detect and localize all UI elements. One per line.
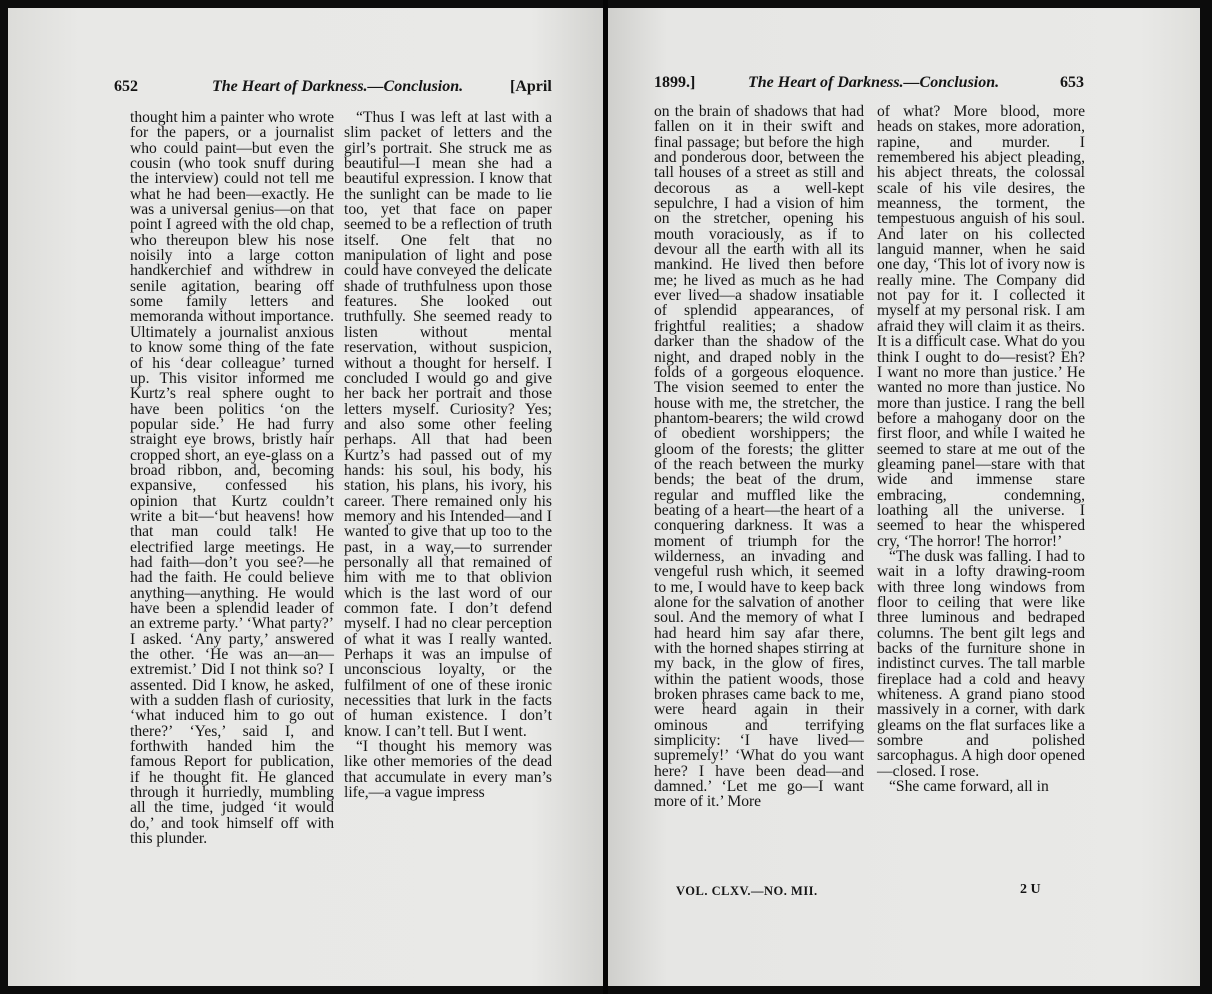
right-page-header xyxy=(654,74,1094,100)
left-column-1 xyxy=(130,110,334,847)
right-col2-paragraph-3: “She came forward, all in xyxy=(889,778,1049,796)
left-page-date: [April xyxy=(510,78,552,95)
right-column-2 xyxy=(877,104,1085,794)
left-col1-paragraph-1: thought him a painter who wrote for the papers, or a journalist who could paint—but even the cousin (who took snuff during the interview) could not tell me what he had been—exactly. He was a universal genius—on that point I agreed with the old chap, who thereupon blew his nose noisily into a large cotton handkerchief and withdrew in senile agitation, bearing off some family letters and memoranda without importance. Ultimately a journalist anxious to know some thing of the fate of his ‘dear colleague’ turned up. This visitor informed me Kurtz’s real sphere ought to have been politics ‘on the popular side.’ He had furry straight eye brows, bristly hair cropped short, an eye-glass on a broad ribbon, and, becoming expansive, confessed his opinion that Kurtz couldn’t write a bit—‘but heavens! how that man could talk! He electrified large meetings. He had faith—don’t you see?—he had the faith. He could believe anything—anything. He would have been a splendid leader of an extreme party.’ ‘What party?’ I asked. ‘Any party,’ answered the other. ‘He was an—an—extremist.’ Did I not think so? I assented. Did I know, he asked, with a sudden flash of curiosity, ‘what induced him to go out there?’ ‘Yes,’ said I, and forthwith handed him the famous Report for publication, if he thought fit. He glanced through it hurriedly, mumbling all the time, judged ‘it would do,’ and took himself off with this plunder. xyxy=(130,109,334,848)
left-column-2 xyxy=(344,110,552,800)
left-page-number: 652 xyxy=(114,78,138,95)
volume-signature: VOL. CLXV.—NO. MII. xyxy=(676,884,818,898)
sheet-mark: 2 U xyxy=(1020,882,1041,897)
right-page xyxy=(608,8,1200,986)
right-page-number: 653 xyxy=(1060,74,1084,91)
left-page xyxy=(8,8,603,986)
left-page-header xyxy=(114,78,554,104)
left-col2-paragraph-1: “Thus I was left at last with a slim packet of letters and the girl’s portrait. She struck me as beautiful—I mean she had a beautiful expression. I know that the sunlight can be made to lie too, yet that face on paper seemed to be a reflection of truth itself. One felt that no manipulation of light and pose could have conveyed the delicate shade of truthfulness upon those features. She looked out truthfully. She seemed ready to listen without mental reservation, without suspicion, without a thought for herself. I concluded I would go and give her back her portrait and those letters myself. Curiosity? Yes; and also some other feeling perhaps. All that had been Kurtz’s had passed out of my hands: his soul, his body, his station, his plans, his ivory, his career. There remained only his memory and his Intended—and I wanted to give that up too to the past, in a way,—to surrender personally all that remained of him with me to that oblivion which is the last word of our common fate. I don’t defend myself. I had no clear perception of what it was I really wanted. Perhaps it was an impulse of unconscious loyalty, or the fulfilment of one of these ironic necessities that lurk in the facts of human existence. I don’t know. I can’t tell. But I went. xyxy=(344,109,552,740)
right-column-1 xyxy=(654,104,864,810)
left-running-title: The Heart of Darkness.—Conclusion. xyxy=(212,78,464,95)
right-page-date: 1899.] xyxy=(654,74,696,91)
right-col2-paragraph-2: “The dusk was falling. I had to wait in a lofty drawing-room with three long windows from floor to ceiling that were like three luminous and bedraped columns. The bent gilt legs and backs of the furniture shone in indistinct curves. The tall marble fireplace had a cold and heavy whiteness. A grand piano stood massively in a corner, with dark gleams on the flat surfaces like a sombre and polished sarcophagus. A high door opened—closed. I rose. xyxy=(877,547,1085,780)
right-running-title: The Heart of Darkness.—Conclusion. xyxy=(748,74,1000,91)
right-col2-paragraph-1: of what? More blood, more heads on stakes, more adoration, rapine, and murder. I remembered his abject pleading, his abject threats, the colossal scale of his vile desires, the meanness, the torment, the tempestuous anguish of his soul. And later on his collected languid manner, when he said one day, ‘This lot of ivory now is really mine. The Company did not pay for it. I collected it myself at my personal risk. I am afraid they will claim it as theirs. It is a difficult case. What do you think I ought to do—resist? Eh? I want no more than justice.’ He wanted no more than justice. No more than justice. I rang the bell before a mahogany door on the first floor, and while I waited he seemed to stare at me out of the gleaming panel—stare with that wide and immense stare embracing, condemning, loathing all the universe. I seemed to hear the whispered cry, ‘The horror! The horror!’ xyxy=(877,103,1085,550)
right-col1-paragraph-1: on the brain of shadows that had fallen on it in their swift and final passage; but before the high and ponderous door, between the tall houses of a street as still and decorous as a well-kept sepulchre, I had a vision of him on the stretcher, opening his mouth voraciously, as if to devour all the earth with all its mankind. He lived then before me; he lived as much as he had ever lived—a shadow insatiable of splendid appearances, of frightful realities; a shadow darker than the shadow of the night, and draped nobly in the folds of a gorgeous eloquence. The vision seemed to enter the house with me, the stretcher, the phantom-bearers; the wild crowd of obedient worshippers; the gloom of the forests; the glitter of the reach between the murky bends; the beat of the drum, regular and muffled like the beating of a heart—the heart of a conquering darkness. It was a moment of triumph for the wilderness, an invading and vengeful rush which, it seemed to me, I would have to keep back alone for the salvation of another soul. And the memory of what I had heard him say afar there, with the horned shapes stirring at my back, in the glow of fires, within the patient woods, those broken phrases came back to me, were heard again in their ominous and terrifying simplicity: ‘I have lived—supremely!’ ‘What do you want here? I have been dead—and damned.’ ‘Let me go—I want more of it.’ More xyxy=(654,103,864,811)
left-col2-paragraph-2: “I thought his memory was like other memories of the dead that accumulate in every man’s life,—a vague impress xyxy=(344,738,552,802)
